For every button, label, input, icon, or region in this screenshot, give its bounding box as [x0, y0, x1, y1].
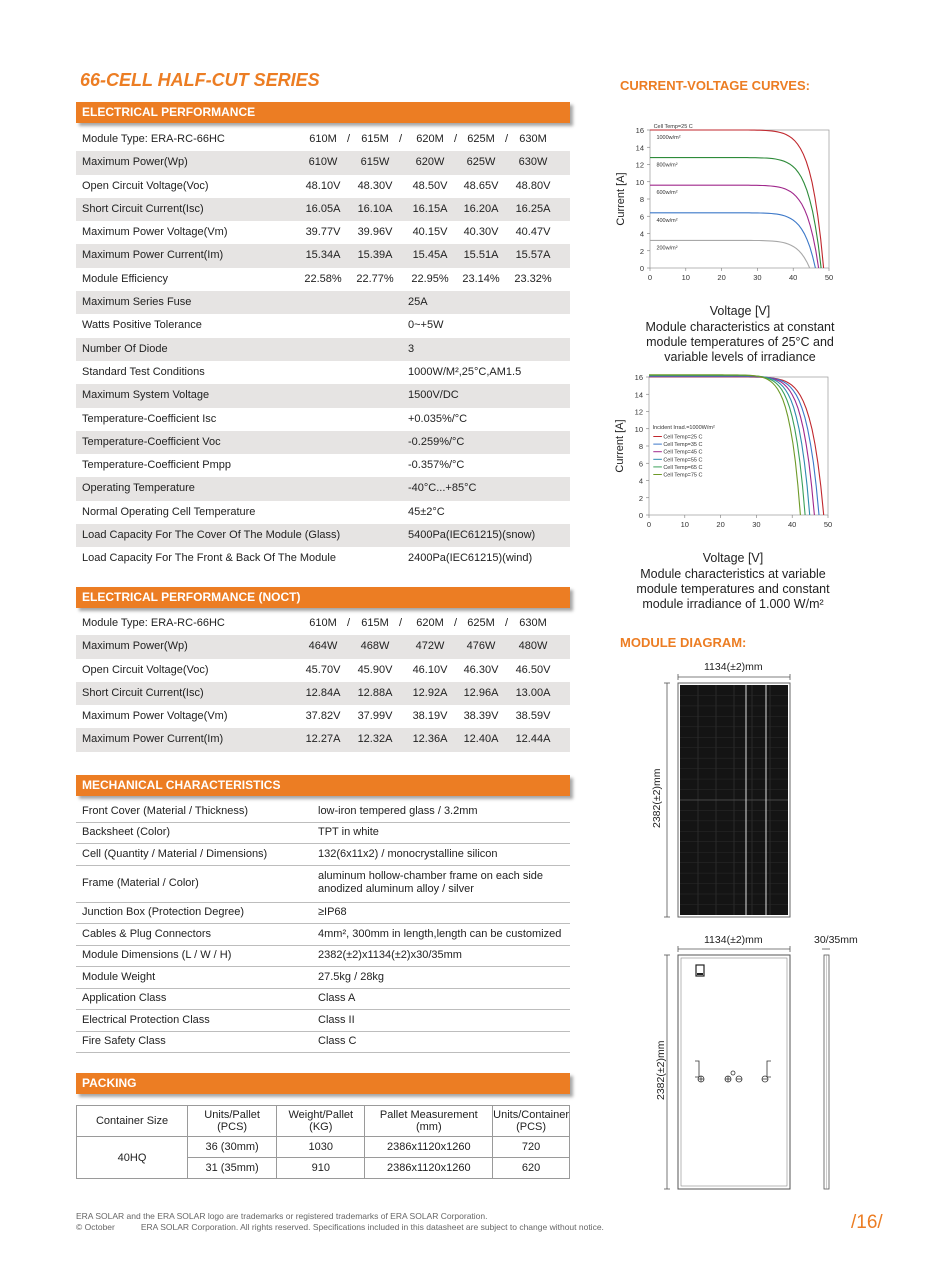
electrical-performance-header: ELECTRICAL PERFORMANCE	[76, 102, 570, 123]
row-label: Temperature-Coefficient Voc	[82, 435, 221, 448]
chart1-xlabel: Voltage [V]	[709, 304, 771, 318]
row-value: ≥IP68	[318, 906, 347, 919]
row-value: -0.357%/°C	[408, 459, 465, 472]
row-label: Cell (Quantity / Material / Dimensions)	[82, 847, 268, 860]
row-value: 16.15A	[412, 202, 448, 215]
row-value: 12.32A	[357, 733, 393, 746]
table-row	[76, 244, 570, 267]
row-label: Short Circuit Current(Isc)	[82, 686, 204, 699]
row-value: 468W	[360, 640, 390, 653]
row-value: 37.99V	[357, 710, 393, 723]
row-value: 630M	[519, 617, 547, 629]
row-value: 16.20A	[463, 202, 499, 215]
row-value: TPT in white	[318, 826, 379, 839]
curves-header: CURRENT-VOLTAGE CURVES:	[620, 78, 810, 93]
row-label: Cables & Plug Connectors	[82, 927, 212, 940]
row-value: 38.19V	[412, 710, 448, 723]
table-row	[76, 682, 570, 705]
row-value: 45.70V	[305, 663, 341, 676]
table-row	[76, 408, 570, 431]
row-label: Module Type: ERA-RC-66HC	[82, 617, 225, 629]
footer-date: © October	[76, 1221, 115, 1232]
series-label: 600w/m²	[656, 190, 678, 197]
row-value: 38.39V	[463, 710, 499, 723]
side-profile	[822, 949, 830, 1189]
chart2-caption-line: module temperatures and constant	[636, 582, 830, 596]
row-value: 15.39A	[357, 249, 393, 262]
footer-copyright: ERA SOLAR Corporation. All rights reserved. Specifications included in this datasheet are subject to change without notice.	[140, 1221, 604, 1232]
packing-header: PACKING	[76, 1073, 570, 1094]
y-tick-label: 6	[638, 459, 643, 469]
table-row	[76, 635, 570, 658]
row-value: 480W	[518, 640, 548, 653]
table-row	[76, 524, 570, 547]
row-value: 40.47V	[515, 226, 551, 239]
row-value: 1500V/DC	[408, 389, 459, 402]
packing-cell: 2386x1120x1260	[365, 1137, 493, 1158]
row-value: 12.88A	[357, 686, 393, 699]
row-value: 620M	[416, 617, 444, 629]
row-value: 15.51A	[463, 249, 499, 262]
chart-annotation: Incident Irrad.=1000W/m²	[652, 424, 715, 431]
table-row	[76, 268, 570, 291]
row-value: low-iron tempered glass / 3.2mm	[318, 804, 478, 817]
separator: /	[347, 133, 351, 145]
table-row	[76, 198, 570, 221]
noct-table	[76, 612, 570, 752]
table-row	[76, 477, 570, 500]
row-value: Class II	[318, 1013, 355, 1026]
row-value: 48.65V	[463, 179, 499, 192]
table-row	[76, 384, 570, 407]
row-value: 4mm², 300mm in length,length can be customized	[318, 927, 562, 940]
row-value: -0.259%/°C	[408, 435, 465, 448]
legend-label: Cell Temp=55 C	[663, 457, 703, 464]
y-tick-label: 8	[639, 195, 644, 204]
table-row	[76, 728, 570, 751]
y-tick-label: 12	[634, 407, 643, 417]
table-row	[76, 221, 570, 244]
packing-cell: 620	[493, 1158, 570, 1179]
table-row	[76, 823, 570, 845]
row-value: anodized aluminum alloy / silver	[318, 882, 474, 895]
row-value: 46.50V	[515, 663, 551, 676]
row-value: 48.10V	[305, 179, 341, 192]
module-back-view	[662, 946, 842, 1191]
table-row	[76, 431, 570, 454]
y-axis-label: Current [A]	[615, 172, 627, 226]
row-label: Junction Box (Protection Degree)	[82, 906, 245, 919]
row-label: Module Efficiency	[82, 272, 169, 285]
row-value: 16.05A	[305, 202, 341, 215]
row-value: 12.44A	[515, 733, 551, 746]
chart2-caption-line: Module characteristics at variable	[640, 567, 826, 581]
row-value: 620W	[415, 156, 445, 169]
table-row	[76, 801, 570, 823]
y-tick-label: 4	[639, 229, 644, 239]
module-front-view	[662, 674, 802, 922]
row-value: 46.10V	[412, 663, 448, 676]
row-value: 45±2°C	[408, 505, 445, 518]
table-row	[76, 946, 570, 968]
legend-label: Cell Temp=25 C	[663, 434, 703, 441]
legend-label: Cell Temp=45 C	[663, 449, 703, 456]
packing-col-container: Container Size	[77, 1106, 188, 1137]
row-label: Backsheet (Color)	[82, 826, 171, 839]
y-tick-label: 2	[638, 493, 643, 503]
series-line	[650, 185, 819, 268]
x-tick-label: 10	[680, 520, 689, 529]
row-value: 25A	[408, 296, 428, 309]
series-label: 400w/m²	[656, 217, 678, 224]
chart2-xlabel: Voltage [V]	[702, 551, 764, 565]
series-label: 1000w/m²	[656, 135, 681, 141]
row-value: 12.40A	[463, 733, 499, 746]
row-value: 38.59V	[515, 710, 551, 723]
packing-cell: 36 (30mm)	[188, 1137, 277, 1158]
front-height-label: 2382(±2)mm	[651, 768, 663, 828]
row-value: Class C	[318, 1035, 357, 1048]
row-label: Normal Operating Cell Temperature	[82, 505, 256, 518]
y-tick-label: 0	[638, 511, 643, 520]
row-value: 48.80V	[515, 179, 551, 192]
row-label: Open Circuit Voltage(Voc)	[82, 663, 209, 676]
table-row	[76, 314, 570, 337]
table-row	[76, 151, 570, 174]
table-row	[76, 361, 570, 384]
row-value: 464W	[308, 640, 338, 653]
x-tick-label: 10	[681, 273, 690, 282]
x-tick-label: 30	[752, 520, 761, 529]
row-label: Standard Test Conditions	[82, 365, 205, 378]
row-label: Module Type: ERA-RC-66HC	[82, 133, 225, 145]
legend-label: Cell Temp=35 C	[663, 442, 703, 449]
row-value: 2400Pa(IEC61215)(wind)	[408, 552, 533, 565]
table-row	[76, 844, 570, 866]
row-label: Maximum Power(Wp)	[82, 640, 188, 653]
separator: /	[454, 617, 458, 629]
packing-col-measurement: Pallet Measurement (mm)	[365, 1106, 493, 1137]
packing-cell: 1030	[277, 1137, 365, 1158]
chart1-caption-line: module temperatures of 25°C and	[646, 335, 834, 349]
x-tick-label: 50	[823, 520, 833, 529]
row-label: Watts Positive Tolerance	[82, 319, 202, 332]
table-row	[76, 291, 570, 314]
table-row	[76, 659, 570, 682]
row-label: Maximum System Voltage	[82, 389, 210, 402]
packing-cell: 2386x1120x1260	[365, 1158, 493, 1179]
row-value: 2382(±2)x1134(±2)x30/35mm	[318, 949, 462, 962]
table-row	[76, 903, 570, 925]
row-value: 16.25A	[515, 202, 551, 215]
row-value: 610W	[308, 156, 338, 169]
y-tick-label: 16	[634, 373, 643, 382]
x-tick-label: 20	[716, 520, 725, 529]
y-tick-label: 6	[639, 212, 644, 222]
y-tick-label: 0	[639, 264, 644, 273]
row-value: 1000W/M²,25°C,AM1.5	[408, 365, 522, 378]
y-tick-label: 8	[638, 442, 643, 451]
table-row	[76, 1010, 570, 1032]
row-label: Front Cover (Material / Thickness)	[82, 804, 249, 817]
table-row	[76, 175, 570, 198]
row-value: 615M	[361, 133, 389, 145]
chart2-caption	[613, 551, 853, 612]
row-value: aluminum hollow-chamber frame on each side	[318, 869, 543, 882]
packing-cell: 910	[277, 1158, 365, 1179]
table-row	[76, 454, 570, 477]
legend-label: Cell Temp=75 C	[663, 472, 703, 479]
row-label: Maximum Power Voltage(Vm)	[82, 710, 228, 723]
x-tick-label: 40	[789, 273, 798, 282]
row-value: 22.58%	[304, 272, 342, 285]
row-value: 0~+5W	[408, 319, 444, 332]
front-width-label: 1134(±2)mm	[704, 661, 763, 673]
y-tick-label: 4	[638, 476, 643, 486]
legend-label: Cell Temp=65 C	[663, 464, 703, 471]
row-label: Maximum Power Current(Im)	[82, 733, 224, 746]
y-axis-label: Current [A]	[614, 419, 626, 473]
chart1-caption-line: variable levels of irradiance	[664, 350, 816, 364]
y-tick-label: 2	[639, 246, 644, 256]
row-label: Fire Safety Class	[82, 1035, 166, 1048]
iv-chart-temperature	[604, 362, 844, 552]
table-row	[76, 866, 570, 903]
row-value: 39.77V	[305, 226, 341, 239]
separator: /	[399, 133, 403, 145]
chart1-caption	[620, 304, 860, 365]
row-value: 12.92A	[412, 686, 448, 699]
row-label: Maximum Series Fuse	[82, 296, 192, 309]
row-label: Application Class	[82, 992, 167, 1005]
y-tick-label: 14	[634, 390, 643, 400]
table-row	[76, 501, 570, 524]
x-tick-label: 30	[753, 273, 762, 282]
row-value: 630W	[518, 156, 548, 169]
back-width-label: 1134(±2)mm	[704, 934, 763, 946]
row-value: 46.30V	[463, 663, 499, 676]
row-value: 615W	[360, 156, 390, 169]
row-value: 15.45A	[412, 249, 448, 262]
row-value: 610M	[309, 617, 337, 629]
series-label: 800w/m²	[656, 162, 678, 169]
row-label: Number Of Diode	[82, 342, 168, 355]
y-tick-label: 12	[635, 160, 644, 170]
row-value: 40.15V	[412, 226, 448, 239]
packing-col-weight: Weight/Pallet (KG)	[277, 1106, 365, 1137]
row-value: 16.10A	[357, 202, 393, 215]
row-value: 12.96A	[463, 686, 499, 699]
footer-trademark: ERA SOLAR and the ERA SOLAR logo are trademarks or registered trademarks of ERA SOLAR Corporation.	[76, 1211, 488, 1221]
row-value: 625W	[466, 156, 496, 169]
row-value: 15.57A	[515, 249, 551, 262]
x-tick-label: 0	[646, 520, 652, 529]
mechanical-header: MECHANICAL CHARACTERISTICS	[76, 775, 570, 796]
table-row	[76, 338, 570, 361]
diagram-header: MODULE DIAGRAM:	[620, 635, 747, 650]
x-tick-label: 40	[788, 520, 797, 529]
row-value: 23.32%	[514, 272, 552, 285]
row-value: 472W	[415, 640, 445, 653]
packing-col-units-container: Units/Container (PCS)	[493, 1106, 570, 1137]
row-label: Maximum Power Current(Im)	[82, 249, 224, 262]
series-title: 66-CELL HALF-CUT SERIES	[80, 70, 320, 90]
packing-cell: 31 (35mm)	[188, 1158, 277, 1179]
row-label: Maximum Power(Wp)	[82, 156, 188, 169]
row-value: 27.5kg / 28kg	[318, 970, 385, 983]
row-label: Frame (Material / Color)	[82, 877, 199, 889]
chart2-caption-line: module irradiance of 1.000 W/m²	[642, 597, 824, 611]
row-value: 476W	[466, 640, 496, 653]
packing-col-units: Units/Pallet (PCS)	[188, 1106, 277, 1137]
separator: /	[505, 133, 509, 145]
mechanical-table	[76, 801, 570, 1053]
separator: /	[347, 617, 351, 629]
table-row	[76, 989, 570, 1011]
row-value: 12.84A	[305, 686, 341, 699]
table-row	[76, 924, 570, 946]
table-row	[76, 547, 570, 570]
x-tick-label: 0	[647, 273, 653, 282]
row-label: Maximum Power Voltage(Vm)	[82, 226, 228, 239]
iv-chart-irradiance	[604, 106, 844, 306]
x-tick-label: 50	[824, 273, 834, 282]
row-value: 132(6x11x2) / monocrystalline silicon	[318, 847, 498, 860]
page-number: /16/	[851, 1212, 883, 1233]
row-value: 615M	[361, 617, 389, 629]
row-value: 37.82V	[305, 710, 341, 723]
row-value: 13.00A	[515, 686, 551, 699]
chart-annotation: Cell Temp=25 C	[653, 124, 693, 130]
row-value: 23.14%	[462, 272, 500, 285]
row-value: 22.77%	[356, 272, 394, 285]
table-row	[76, 1032, 570, 1054]
row-value: 625M	[467, 133, 495, 145]
row-value: 12.36A	[412, 733, 448, 746]
row-value: 15.34A	[305, 249, 341, 262]
row-label: Short Circuit Current(Isc)	[82, 202, 204, 215]
row-label: Temperature-Coefficient Pmpp	[82, 459, 231, 472]
row-label: Module Weight	[82, 970, 156, 983]
separator: /	[399, 617, 403, 629]
row-value: 45.90V	[357, 663, 393, 676]
back-height-label: 2382(±2)mm	[655, 1040, 667, 1100]
row-value: 3	[408, 342, 415, 355]
row-value: 12.27A	[305, 733, 341, 746]
separator: /	[454, 133, 458, 145]
table-row	[76, 612, 570, 635]
row-label: Temperature-Coefficient Isc	[82, 412, 217, 425]
packing-container-cell: 40HQ	[77, 1137, 188, 1179]
packing-cell: 720	[493, 1137, 570, 1158]
y-tick-label: 16	[635, 126, 644, 135]
row-value: +0.035%/°C	[408, 412, 468, 425]
row-label: Electrical Protection Class	[82, 1013, 210, 1026]
row-label: Open Circuit Voltage(Voc)	[82, 179, 209, 192]
row-label: Module Dimensions (L / W / H)	[82, 949, 232, 962]
row-value: 40.30V	[463, 226, 499, 239]
table-row	[76, 705, 570, 728]
separator: /	[505, 617, 509, 629]
series-label: 200w/m²	[656, 245, 678, 252]
row-label: Load Capacity For The Cover Of The Module (Glass)	[82, 529, 341, 542]
footer	[76, 1211, 604, 1232]
y-tick-label: 14	[635, 143, 644, 153]
table-row	[76, 967, 570, 989]
row-label: Operating Temperature	[82, 482, 195, 495]
row-value: 39.96V	[357, 226, 393, 239]
thickness-label: 30/35mm	[814, 934, 858, 946]
electrical-performance-table	[76, 128, 570, 571]
row-value: -40°C...+85°C	[408, 482, 477, 495]
noct-header: ELECTRICAL PERFORMANCE (NOCT)	[76, 587, 570, 608]
table-row	[76, 128, 570, 151]
row-value: 610M	[309, 133, 337, 145]
packing-table	[76, 1105, 570, 1179]
row-value: 620M	[416, 133, 444, 145]
row-value: 5400Pa(IEC61215)(snow)	[408, 529, 536, 542]
row-value: 48.30V	[357, 179, 393, 192]
y-tick-label: 10	[635, 177, 644, 187]
chart1-caption-line: Module characteristics at constant	[645, 320, 835, 334]
row-value: 48.50V	[412, 179, 448, 192]
row-value: 630M	[519, 133, 547, 145]
x-tick-label: 20	[717, 273, 726, 282]
row-value: 625M	[467, 617, 495, 629]
row-label: Load Capacity For The Front & Back Of The Module	[82, 552, 336, 565]
row-value: 22.95%	[411, 272, 449, 285]
y-tick-label: 10	[634, 424, 643, 434]
row-value: Class A	[318, 992, 356, 1005]
